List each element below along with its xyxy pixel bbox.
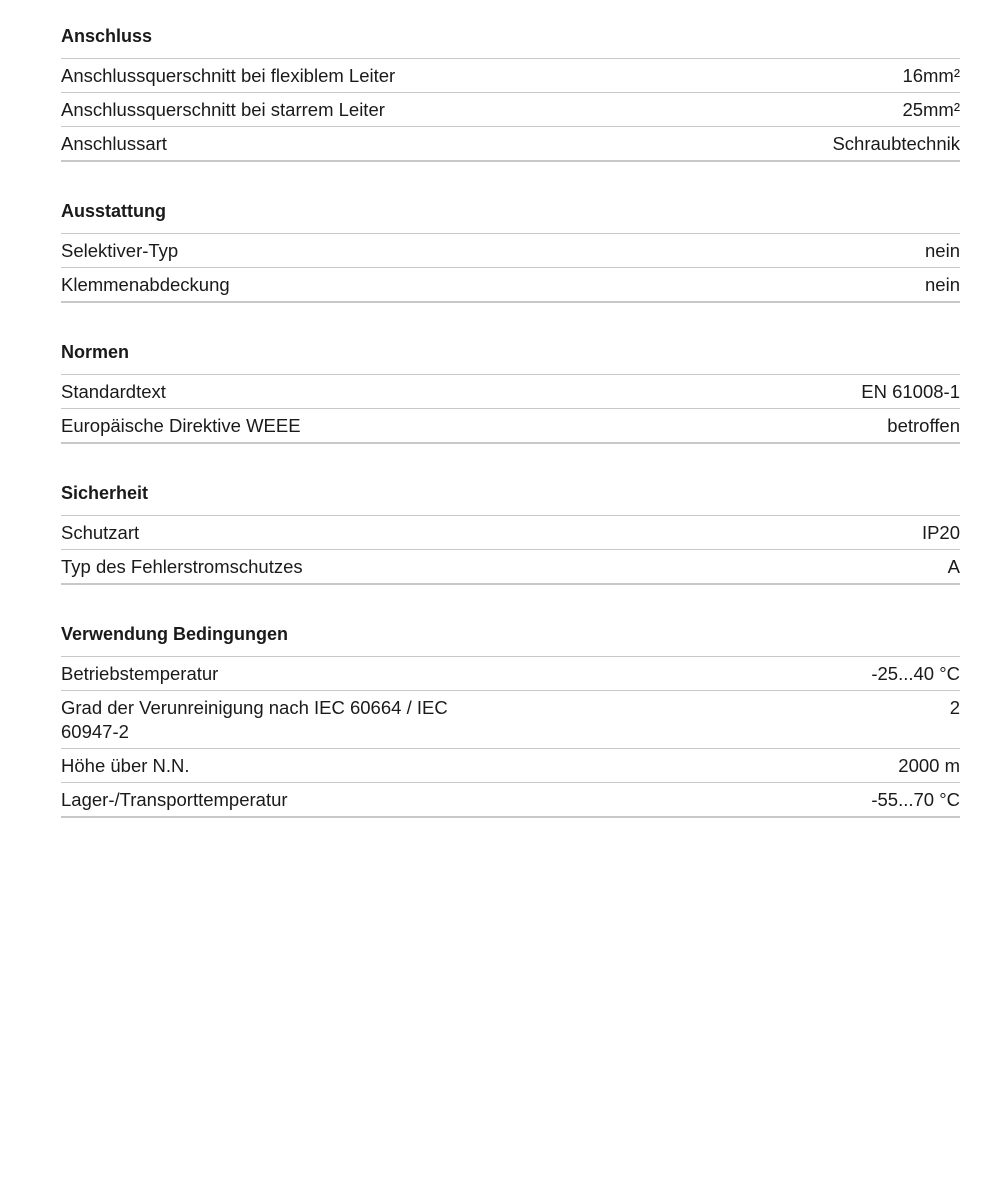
section-title: Normen bbox=[61, 340, 960, 375]
spec-row bbox=[61, 268, 960, 303]
section-verwendung-bedingungen bbox=[61, 622, 960, 818]
section-anschluss bbox=[61, 24, 960, 162]
spec-label: Schutzart bbox=[61, 522, 140, 543]
spec-value: -55...70 °C bbox=[871, 789, 960, 810]
spec-row bbox=[61, 516, 960, 550]
section-title: Anschluss bbox=[61, 24, 960, 59]
spec-label: Betriebstemperatur bbox=[61, 663, 219, 684]
spec-value: 16mm² bbox=[902, 65, 960, 86]
section-title: Verwendung Bedingungen bbox=[61, 622, 960, 657]
spec-value: 2 bbox=[949, 697, 960, 718]
spec-value: 2000 m bbox=[898, 755, 960, 776]
spec-value: A bbox=[947, 556, 960, 577]
spec-row bbox=[61, 59, 960, 93]
spec-label: Höhe über N.N. bbox=[61, 755, 190, 776]
spec-label: Klemmenabdeckung bbox=[61, 274, 230, 295]
spec-label: Anschlussquerschnitt bei flexiblem Leiter bbox=[61, 65, 396, 86]
spec-value: IP20 bbox=[921, 522, 960, 543]
spec-row bbox=[61, 749, 960, 783]
spec-value: Schraubtechnik bbox=[832, 133, 960, 154]
spec-row bbox=[61, 127, 960, 162]
spec-label: Lager-/Transporttemperatur bbox=[61, 789, 288, 810]
spec-row bbox=[61, 550, 960, 585]
spec-value: betroffen bbox=[887, 415, 960, 436]
spec-row bbox=[61, 691, 960, 749]
spec-value: -25...40 °C bbox=[871, 663, 960, 684]
spec-value: nein bbox=[925, 274, 960, 295]
spec-label: Europäische Direktive WEEE bbox=[61, 415, 301, 436]
section-normen bbox=[61, 340, 960, 444]
spec-row bbox=[61, 657, 960, 691]
spec-row bbox=[61, 93, 960, 127]
section-sicherheit bbox=[61, 481, 960, 585]
spec-value: nein bbox=[925, 240, 960, 261]
spec-label: Anschlussquerschnitt bei starrem Leiter bbox=[61, 99, 385, 120]
spec-row bbox=[61, 234, 960, 268]
section-ausstattung bbox=[61, 199, 960, 303]
spec-label: Typ des Fehlerstromschutzes bbox=[61, 556, 303, 577]
spec-value: 25mm² bbox=[902, 99, 960, 120]
spec-row bbox=[61, 375, 960, 409]
section-title: Ausstattung bbox=[61, 199, 960, 234]
spec-label: Selektiver-Typ bbox=[61, 240, 179, 261]
section-title: Sicherheit bbox=[61, 481, 960, 516]
spec-label: Standardtext bbox=[61, 381, 166, 402]
spec-row bbox=[61, 409, 960, 444]
spec-row bbox=[61, 783, 960, 818]
spec-label: Anschlussart bbox=[61, 133, 167, 154]
spec-label: Grad der Verunreinigung nach IEC 60664 / IEC 60947-2 bbox=[61, 697, 448, 742]
spec-value: EN 61008-1 bbox=[861, 381, 960, 402]
